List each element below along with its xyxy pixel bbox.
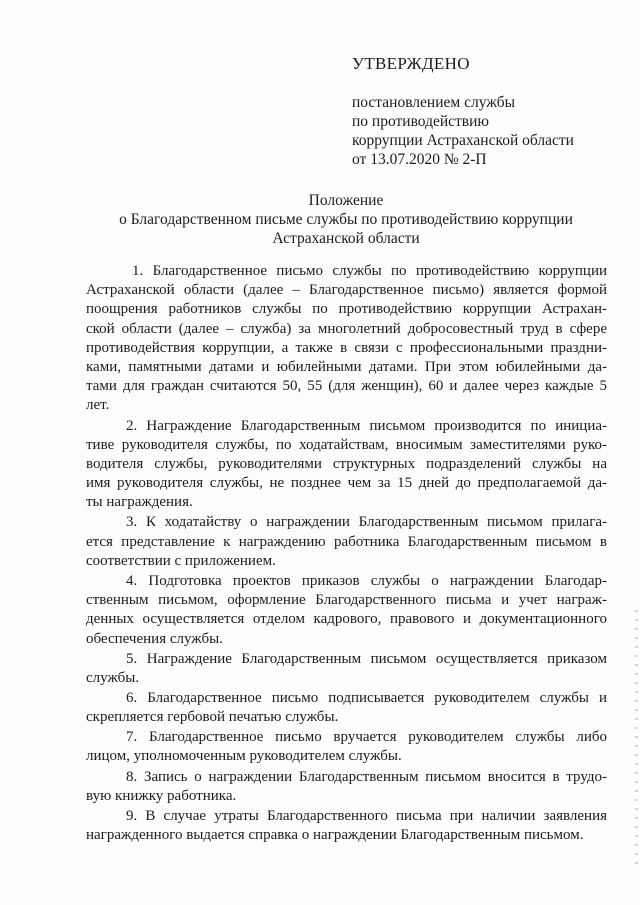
- text-line: вую книжку работника.: [86, 787, 237, 804]
- paragraph-6: [86, 689, 607, 727]
- text-line: 6. Благодарственное письмо подписывается руководителем службы и: [126, 689, 607, 706]
- text-line: обеспечения службы.: [86, 630, 223, 647]
- text-line: 5. Награждение Благодарственным письмом осуществляется приказом: [126, 650, 607, 667]
- paragraph-5: [86, 650, 607, 688]
- approval-stamp-block: [352, 54, 612, 169]
- approval-line: постановлением службы: [352, 94, 516, 111]
- text-line: ской области (далее – служба) за многолетний добросовестный труд в сфере: [86, 320, 607, 337]
- text-line: 4. Подготовка проектов приказов службы о награждении Благодар-: [126, 572, 607, 589]
- text-line: поощрения работников службы по противодействию коррупции Астрахан-: [86, 301, 607, 318]
- text-line: 7. Благодарственное письмо вручается руководителем службы либо: [126, 729, 607, 746]
- text-line: 1. Благодарственное письмо службы по противодействию коррупции: [132, 263, 607, 279]
- text-line: имя руководителя службы, не позднее чем за 15 дней до предполагаемой да-: [86, 475, 607, 492]
- paragraph-8: [86, 768, 607, 806]
- paragraph-1: [86, 262, 607, 416]
- approval-date-line: от 13.07.2020 № 2-П: [352, 151, 487, 168]
- text-line: ется представление к награждению работника Благодарственным письмом в: [86, 533, 607, 550]
- paragraph-9: [86, 807, 607, 845]
- heading-line: о Благодарственном письме службы по противодействию коррупции: [119, 211, 573, 228]
- text-line: ками, памятными датами и юбилейными датами. При этом юбилейными да-: [86, 359, 607, 376]
- heading-line: Астраханской области: [272, 230, 420, 247]
- text-line: тиве руководителя службы, по ходатайствам, вносимым заместителями руко-: [86, 436, 607, 453]
- document-body: [86, 262, 607, 846]
- text-line: 8. Запись о награждении Благодарственным письмом вносится в трудо-: [126, 768, 607, 785]
- paragraph-7: [86, 728, 607, 766]
- text-line: службы.: [86, 669, 140, 686]
- paragraph-2: [86, 417, 607, 513]
- text-line: соответствии с приложением.: [86, 552, 276, 569]
- heading-line: Положение: [308, 192, 384, 209]
- text-line: ственным письмом, оформление Благодарственного письма и учет награж-: [86, 592, 607, 609]
- paragraph-4: [86, 572, 607, 649]
- paragraph-3: [86, 513, 607, 571]
- text-line: тами для граждан считаются 50, 55 (для женщин), 60 и далее через каждые 5: [86, 378, 607, 395]
- scan-edge-artifact: [635, 610, 638, 870]
- text-line: водителя службы, руководителями структурных подразделений службы на: [86, 455, 607, 472]
- text-line: Астраханской области (далее – Благодарственное письмо) является формой: [86, 282, 607, 299]
- text-line: 2. Награждение Благодарственным письмом производится по инициа-: [126, 417, 607, 434]
- text-line: противодействия коррупции, а также в связи с профессиональными праздни-: [86, 339, 607, 356]
- text-line: 3. К ходатайству о награждении Благодарственным письмом прилага-: [126, 514, 607, 531]
- text-line: денных осуществляется отделом кадрового, правового и документационного: [86, 611, 607, 628]
- text-line: лицом, уполномоченным руководителем службы.: [86, 748, 402, 765]
- text-line: скрепляется гербовой печатью службы.: [86, 709, 339, 726]
- approved-title: УТВЕРЖДЕНО: [352, 54, 470, 73]
- document-heading: [86, 191, 606, 248]
- text-line: 9. В случае утраты Благодарственного письма при наличии заявления: [126, 807, 607, 824]
- approval-line: коррупции Астраханской области: [352, 132, 574, 149]
- text-line: ты награждения.: [86, 494, 193, 511]
- approval-line: по противодействию: [352, 113, 490, 130]
- text-line: награжденного выдается справка о награждении Благодарственным письмом.: [86, 827, 584, 844]
- text-line: лет.: [86, 397, 110, 414]
